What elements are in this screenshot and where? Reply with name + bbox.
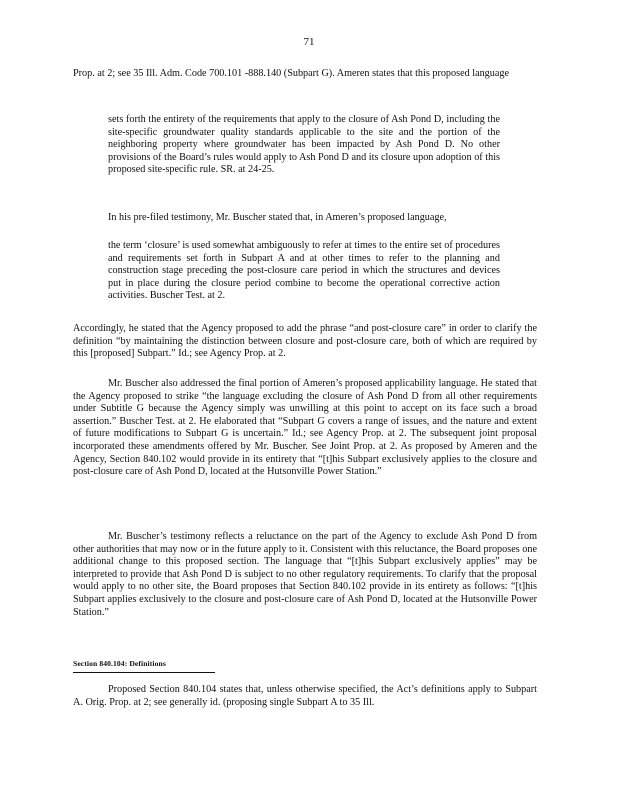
block-quote-buscher: the term ‘closure’ is used somewhat ambiguously to refer at times to the entire set of procedures and requirements set forth in Subpart A and at other times to refer to the planning and construction stage preceding the post-closure care period in which the structures and devices put in place during the closure period combine to become the operational corrective action activities. Buscher Test. at 2. bbox=[108, 240, 500, 302]
page-number: 71 bbox=[303, 36, 315, 48]
paragraph-accordingly: Accordingly, he stated that the Agency proposed to add the phrase “and post-closure care” in order to clarify the definition “by maintaining the distinction between closure and post-closure care, both of which are required by this [proposed] Subpart.” Id.; see Agency Prop. at 2. bbox=[73, 323, 537, 360]
paragraph-applicability: Mr. Buscher also addressed the final portion of Ameren’s proposed applicability language. He stated that the Agency proposed to strike “the language excluding the closure of Ash Pond D from all other requirements under Subtitle G because the Agency simply was unwilling at this point to accept on its face such a broad assertion.” Buscher Test. at 2. He elaborated that “Subpart G covers a range of issues, and the nature and extent of future modifications to Subpart G is uncertain.” Id.; see Agency Prop. at 2. The subsequent joint proposal incorporated these amendments offered by Mr. Buscher. See Joint Prop. at 2. As proposed by Ameren and the Agency, Section 840.102 would provide in its entirety that “[t]his Subpart exclusively applies to the closure and post-closure care of Ash Pond D, located at the Hutsonville Power Station.” bbox=[73, 378, 537, 478]
section-heading: Section 840.104: Definitions bbox=[73, 658, 215, 673]
paragraph-buscher-testimony: In his pre-filed testimony, Mr. Buscher stated that, in Ameren’s proposed language, bbox=[108, 212, 447, 223]
paragraph-definitions: Proposed Section 840.104 states that, unless otherwise specified, the Act’s definitions apply to Subpart A. Orig. Prop. at 2; see generally id. (proposing single Subpart A to 35 Ill. bbox=[73, 684, 537, 708]
block-quote-ameren: sets forth the entirety of the requirements that apply to the closure of Ash Pond D, including the site-specific groundwater quality standards applicable to the site and the portion of the neighboring property where groundwater has been impacted by Ash Pond D. No other provisions of the Board’s rules would apply to Ash Pond D and its closure upon adoption of this proposed site-specific rule. SR. at 24-25. bbox=[108, 114, 500, 176]
paragraph-board-proposal: Mr. Buscher’s testimony reflects a reluctance on the part of the Agency to exclude Ash Pond D from other authorities that may now or in the future apply to it. Consistent with this reluctance, the Board proposes one additional change to this proposed section. The language that “[t]his Subpart exclusively applies” may be interpreted to provide that Ash Pond D is subject to no other regulatory requirements. To clarify that the proposal would apply to no other site, the Board proposes that Section 840.102 provide in its entirety as follows: “[t]his Subpart applies exclusively to the closure and post-closure care of Ash Pond D, located at the Hutsonville Power Station.” bbox=[73, 531, 537, 618]
paragraph-intro: Prop. at 2; see 35 Ill. Adm. Code 700.101 -888.140 (Subpart G). Ameren states that this proposed language bbox=[73, 68, 510, 79]
